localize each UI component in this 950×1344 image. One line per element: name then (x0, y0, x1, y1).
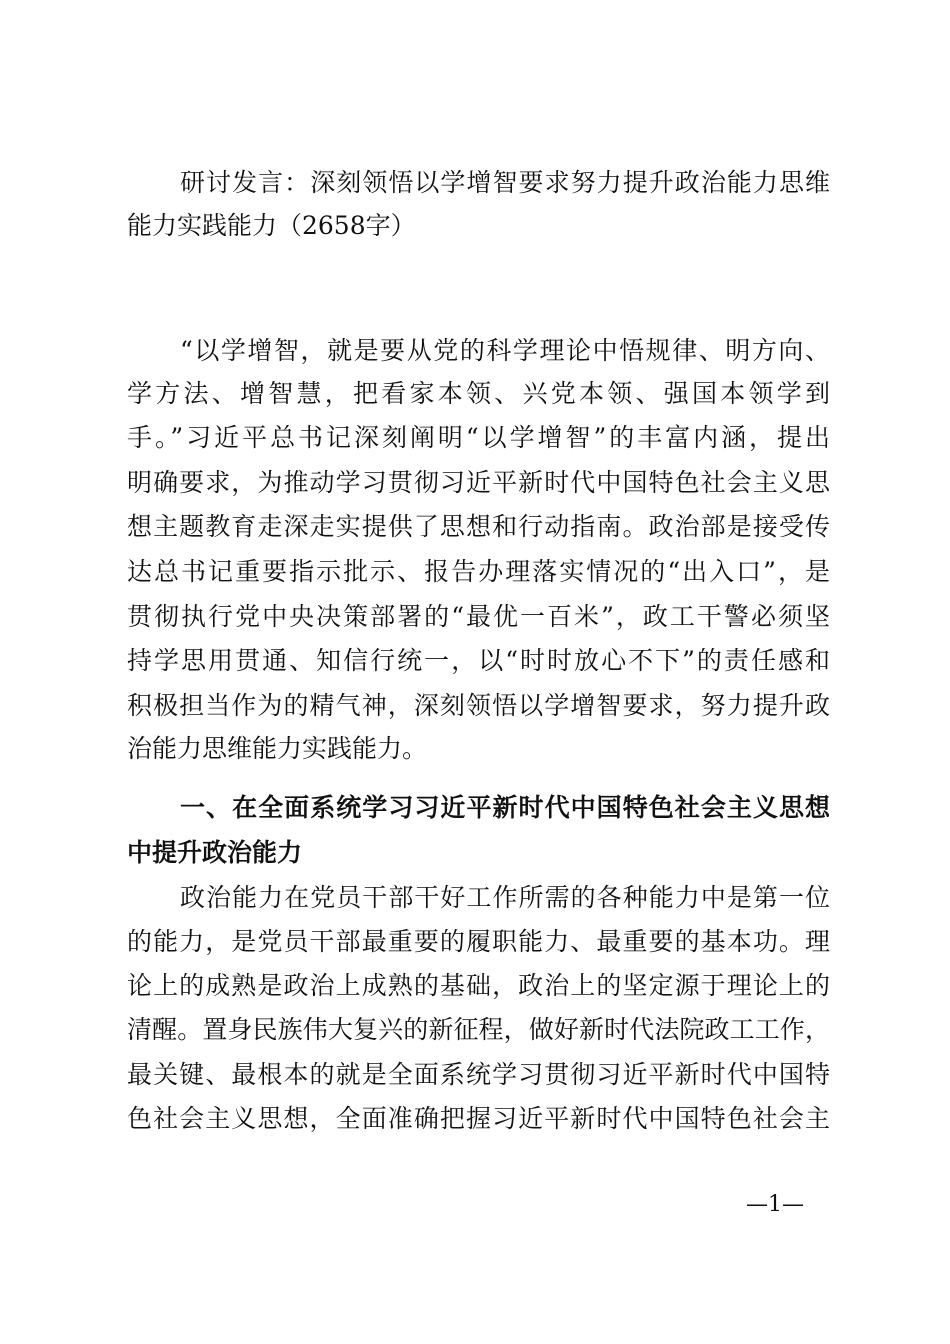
paragraph-line: 清醒。置身民族伟大复兴的新征程，做好新时代法院政工工作， (127, 1015, 830, 1044)
paragraph-line: 学方法、增智慧，把看家本领、兴党本领、强国本领学到 (127, 379, 830, 408)
paragraph-line: 论上的成熟是政治上成熟的基础，政治上的坚定源于理论上的 (127, 971, 830, 1000)
paragraph-line: 治能力思维能力实践能力。 (127, 734, 428, 763)
paragraph-line: 达总书记重要指示批示、报告办理落实情况的“出入口”，是 (127, 557, 830, 586)
paragraph-line: 明确要求，为推动学习贯彻习近平新时代中国特色社会主义思 (127, 468, 830, 497)
section-heading-line: 中提升政治能力 (127, 838, 303, 867)
paragraph-line: 色社会主义思想，全面准确把握习近平新时代中国特色社会主 (127, 1104, 830, 1133)
paragraph-line: 持学思用贯通、知信行统一，以“时时放心不下”的责任感和 (127, 646, 830, 675)
paragraph-line: 手。”习近平总书记深刻阐明“以学增智”的丰富内涵，提出 (127, 423, 830, 452)
paragraph-line: 想主题教育走深走实提供了思想和行动指南。政治部是接受传 (127, 512, 830, 541)
paragraph-line: 的能力，是党员干部最重要的履职能力、最重要的基本功。理 (127, 927, 830, 956)
paragraph-line: 最关键、最根本的就是全面系统学习贯彻习近平新时代中国特 (127, 1060, 830, 1089)
section-heading-line: 一、在全面系统学习习近平新时代中国特色社会主义思想 (180, 793, 830, 822)
paragraph-line: “以学增智，就是要从党的科学理论中悟规律、明方向、 (180, 336, 830, 365)
paragraph-line: 积极担当作为的精气神，深刻领悟以学增智要求，努力提升政 (127, 691, 830, 720)
page-number: —1— (746, 1192, 804, 1217)
document-title-line: 研讨发言：深刻领悟以学增智要求努力提升政治能力思维 (180, 168, 830, 197)
document-title-line: 能力实践能力（2658字） (127, 211, 416, 240)
paragraph-line: 贯彻执行党中央决策部署的“最优一百米”，政工干警必须坚 (127, 602, 830, 631)
paragraph-line: 政治能力在党员干部干好工作所需的各种能力中是第一位 (180, 883, 830, 912)
